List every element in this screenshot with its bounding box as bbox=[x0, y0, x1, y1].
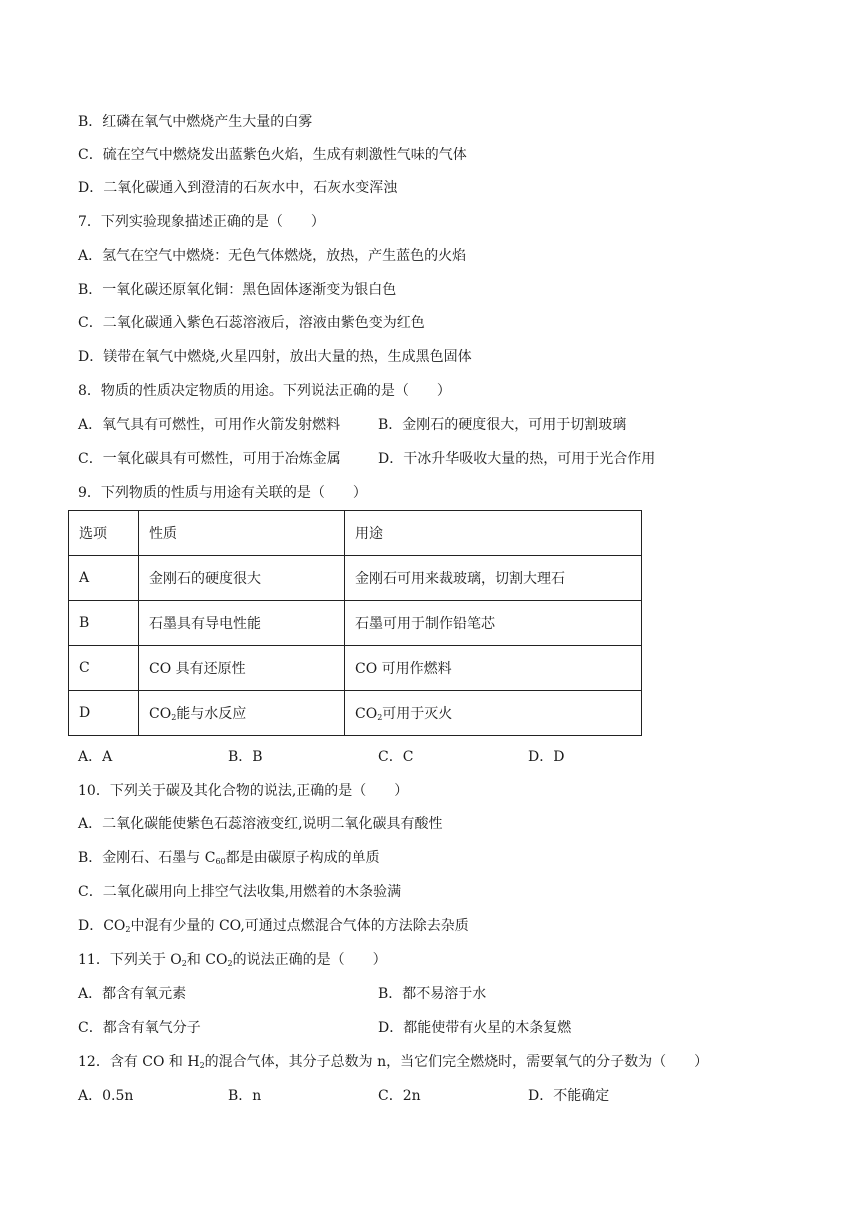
stem-text: 12．含有 CO 和 H bbox=[78, 1054, 200, 1070]
q7-stem: 7．下列实验现象描述正确的是（ ） bbox=[78, 214, 325, 230]
q11-option-a: A．都含有氧元素 bbox=[78, 986, 187, 1002]
q9-table bbox=[68, 510, 642, 736]
subscript: 2 bbox=[377, 713, 383, 722]
q12-stem bbox=[78, 1052, 708, 1076]
property-text: 能与水反应 bbox=[176, 706, 247, 722]
q8-option-a: A．氧气具有可燃性，可用作火箭发射燃料 bbox=[78, 417, 341, 433]
stem-text: 的混合气体，其分子总数为 n，当它们完全燃烧时，需要氧气的分子数为（ ） bbox=[204, 1054, 709, 1070]
q11-option-b: B．都不易溶于水 bbox=[378, 986, 487, 1002]
option-text: D．CO bbox=[78, 918, 126, 934]
row-use: 石墨可用于制作铅笔芯 bbox=[345, 601, 642, 646]
q10-option-d bbox=[78, 916, 469, 940]
q10-option-b bbox=[78, 848, 380, 872]
q7-option-a: A．氢气在空气中燃烧：无色气体燃烧，放热，产生蓝色的火焰 bbox=[78, 248, 467, 264]
table-row bbox=[69, 691, 642, 736]
q12-option-c: C．2n bbox=[378, 1088, 421, 1104]
row-option: B bbox=[69, 601, 139, 646]
row-use bbox=[345, 691, 642, 736]
formula-text: CO bbox=[149, 706, 172, 722]
header-property: 性质 bbox=[139, 511, 345, 556]
subscript: 2 bbox=[125, 925, 131, 934]
row-property bbox=[139, 691, 345, 736]
q6-option-b: B．红磷在氧气中燃烧产生大量的白雾 bbox=[78, 114, 313, 130]
q12-option-d: D．不能确定 bbox=[528, 1088, 610, 1104]
q11-stem bbox=[78, 950, 387, 974]
q12-option-a: A．0.5n bbox=[78, 1088, 134, 1104]
row-property: 石墨具有导电性能 bbox=[139, 601, 345, 646]
subscript: 2 bbox=[171, 713, 177, 722]
header-use: 用途 bbox=[345, 511, 642, 556]
stem-text: 的说法正确的是（ ） bbox=[232, 952, 387, 968]
table-row bbox=[69, 601, 642, 646]
q7-option-b: B．一氧化碳还原氧化铜：黑色固体逐渐变为银白色 bbox=[78, 282, 397, 298]
q11-option-c: C．都含有氧气分子 bbox=[78, 1020, 201, 1036]
q10-option-a: A．二氧化碳能使紫色石蕊溶液变红,说明二氧化碳具有酸性 bbox=[78, 816, 443, 832]
row-use: 金刚石可用来裁玻璃，切割大理石 bbox=[345, 556, 642, 601]
q6-option-c: C．硫在空气中燃烧发出蓝紫色火焰，生成有刺激性气味的气体 bbox=[78, 147, 467, 163]
q9-option-c: C．C bbox=[378, 749, 414, 765]
row-option: A bbox=[69, 556, 139, 601]
subscript: 2 bbox=[227, 959, 233, 968]
subscript: 2 bbox=[199, 1061, 205, 1070]
table-row bbox=[69, 556, 642, 601]
subscript: 2 bbox=[181, 959, 187, 968]
stem-text: 11．下列关于 O bbox=[78, 952, 182, 968]
q8-option-c: C．一氧化碳具有可燃性，可用于冶炼金属 bbox=[78, 451, 341, 467]
row-option: D bbox=[69, 691, 139, 736]
q8-option-d: D．干冰升华吸收大量的热，可用于光合作用 bbox=[378, 451, 656, 467]
q8-stem: 8．物质的性质决定物质的用途。下列说法正确的是（ ） bbox=[78, 383, 451, 399]
q12-option-b: B．n bbox=[228, 1088, 262, 1104]
q11-option-d: D．都能使带有火星的木条复燃 bbox=[378, 1020, 572, 1036]
option-text: B．金刚石、石墨与 C bbox=[78, 850, 216, 866]
q9-stem: 9．下列物质的性质与用途有关联的是（ ） bbox=[78, 485, 367, 501]
row-property: 金刚石的硬度很大 bbox=[139, 556, 345, 601]
row-option: C bbox=[69, 646, 139, 691]
q9-option-d: D．D bbox=[528, 749, 565, 765]
subscript: 60 bbox=[215, 857, 226, 866]
q10-option-c: C．二氧化碳用向上排空气法收集,用燃着的木条验满 bbox=[78, 884, 402, 900]
formula-text: CO bbox=[355, 706, 378, 722]
option-text: 中混有少量的 CO,可通过点燃混合气体的方法除去杂质 bbox=[130, 918, 469, 934]
q6-option-d: D．二氧化碳通入到澄清的石灰水中，石灰水变浑浊 bbox=[78, 180, 398, 196]
table-header-row bbox=[69, 511, 642, 556]
q9-option-b: B．B bbox=[228, 749, 263, 765]
use-text: 可用于灭火 bbox=[382, 706, 453, 722]
table-row bbox=[69, 646, 642, 691]
header-option: 选项 bbox=[69, 511, 139, 556]
q10-stem: 10．下列关于碳及其化合物的说法,正确的是（ ） bbox=[78, 783, 409, 799]
stem-text: 和 CO bbox=[186, 952, 228, 968]
row-property: CO 具有还原性 bbox=[139, 646, 345, 691]
option-text: 都是由碳原子构成的单质 bbox=[225, 850, 380, 866]
q9-option-a: A．A bbox=[78, 749, 113, 765]
q7-option-d: D．镁带在氧气中燃烧,火星四射，放出大量的热，生成黑色固体 bbox=[78, 349, 472, 365]
row-use: CO 可用作燃料 bbox=[345, 646, 642, 691]
q7-option-c: C．二氧化碳通入紫色石蕊溶液后，溶液由紫色变为红色 bbox=[78, 315, 425, 331]
q8-option-b: B．金刚石的硬度很大，可用于切割玻璃 bbox=[378, 417, 627, 433]
